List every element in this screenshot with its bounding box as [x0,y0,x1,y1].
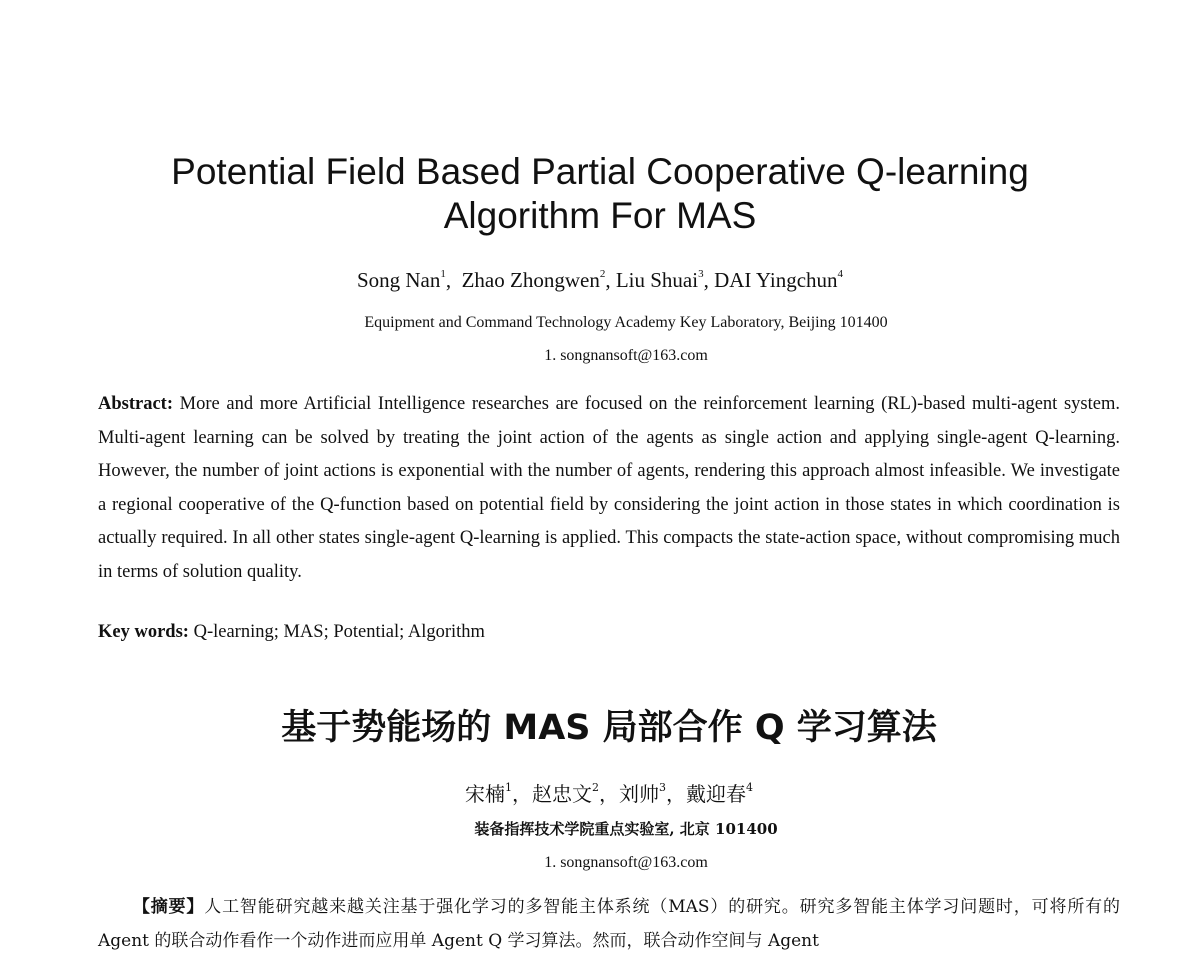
author-list-cn [0,778,1200,807]
keywords-text-en: Q-learning; MAS; Potential; Algorithm [188,622,485,642]
affiliation-cn: 装备指挥技术学院重点实验室, 北京 101400 [474,820,778,838]
author-en: Song Nan$^1$, [356,268,462,292]
affiliation-en: Equipment and Command Technology Academy Key Laboratory, Beijing 101400 [364,314,888,331]
email-en: 1. songnansoft@163.com [544,347,708,364]
author-en: Zhao Zhongwen$^2$, [461,268,616,292]
author-cn: 赵忠文$^2$， [532,781,619,806]
paper-title-en-line2: Algorithm For MAS [443,195,757,236]
paper-title-en-line1: Potential Field Based Partial Cooperative Q-learning [171,151,1029,192]
paper-title-cn: 基于势能场的 MAS 局部合作 Q 学习算法 [281,708,937,748]
abstract-label-en: Abstract: [98,394,174,414]
abstract-en [98,388,1120,589]
author-cn: 刘帅$^3$， [619,781,686,806]
author-en: DAI Yingchun$^4$ [714,268,844,292]
keywords-label-en: Key words: [98,622,189,642]
author-cn: 宋楠$^1$， [465,781,532,806]
author-en: Liu Shuai$^3$, [615,268,715,292]
author-list-en [0,268,1200,293]
paper-title-en [0,150,1200,238]
keywords-en [98,622,1120,643]
abstract-cn [98,890,1120,958]
email-cn: 1. songnansoft@163.com [544,854,708,871]
abstract-text-cn: 人工智能研究越来越关注基于强化学习的多智能主体系统（MAS）的研究。研究多智能主体学习问题时，可将所有的 Agent 的联合动作看作一个动作进而应用单 Agent Q 学习算法。然而，联合动作空间与 Agent [98,897,1121,951]
author-cn: 戴迎春$^4$ [686,781,753,806]
abstract-text-en: More and more Artificial Intelligence researches are focused on the reinforcement learning (RL)-based multi-agent system. Multi-agent learning can be solved by treating the joint action of the agents as single action and applying single-agent Q-learning. However, the number of joint actions is exponential with the number of agents, rendering this approach almost infeasible. We investigate a regional cooperative of the Q-function based on potential field by considering the joint action in those states in which coordination is actually required. In all other states single-agent Q-learning is applied. This compacts the state-action space, without compromising much in terms of solution quality. [98,394,1120,582]
abstract-label-cn: 【摘要】 [132,897,205,917]
